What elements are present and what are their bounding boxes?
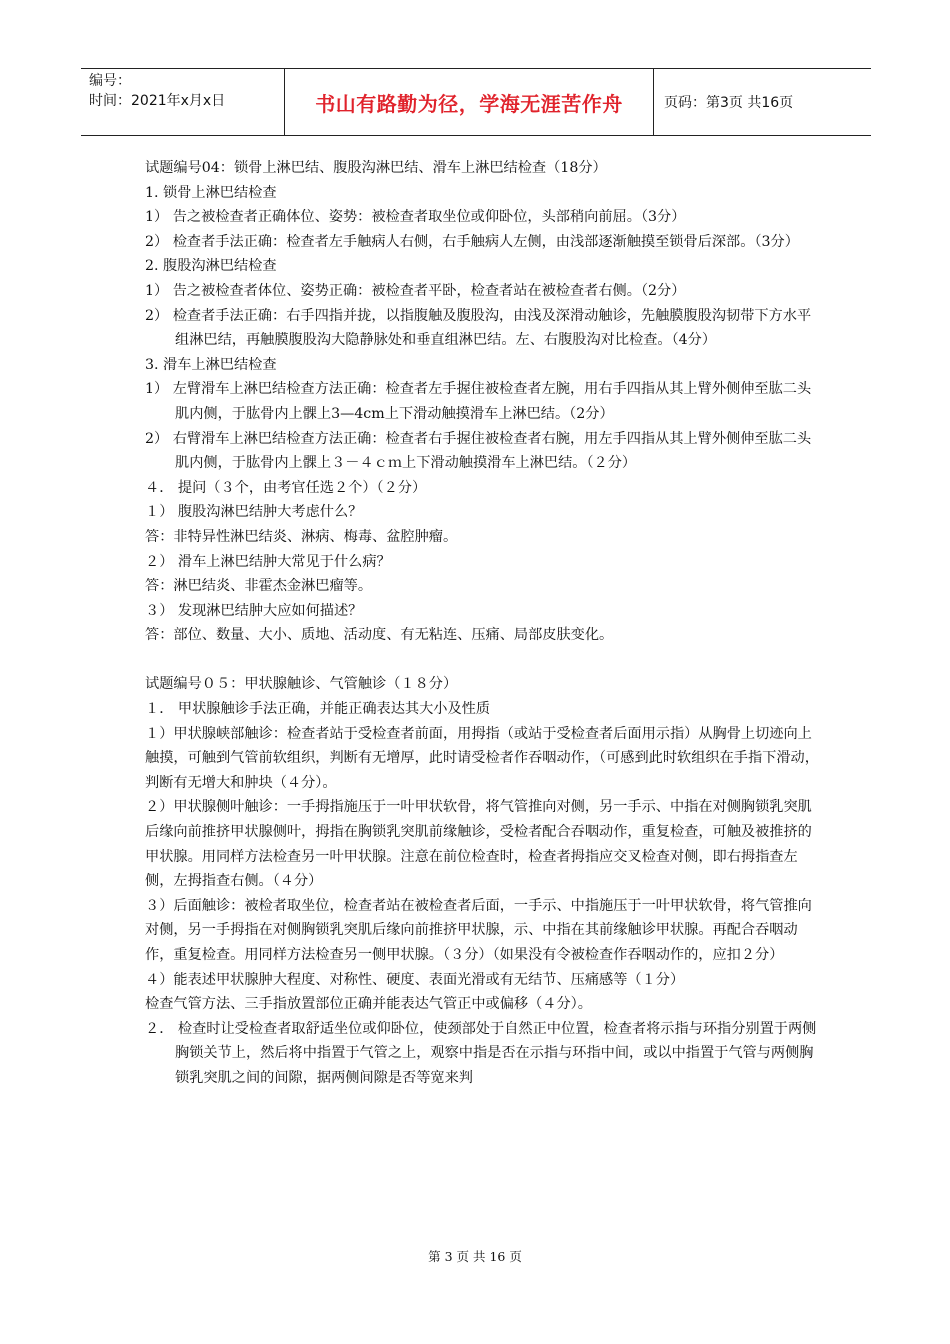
- text-paragraph: １． 甲状腺触诊手法正确，并能正确表达其大小及性质: [145, 701, 491, 718]
- text-paragraph: ２）甲状腺侧叶触诊：一手拇指施压于一叶甲状软骨，将气管推向对侧，另一手示、中指在对侧胸锁乳突肌后缘向前推挤甲状腺侧叶，拇指在胸锁乳突肌前缘触诊，受检者配合吞咽动作，重复检查，可触及被推挤的甲状腺。用同样方法检查另一叶甲状腺。注意在前位检查时，检查者拇指应交叉检查对侧，即右拇指查左侧，左拇指查右侧。（４分）: [145, 799, 812, 890]
- text-paragraph: ３） 发现淋巴结肿大应如何描述？: [145, 602, 363, 619]
- header-page-number: 页码：第3页 共16页: [664, 95, 794, 111]
- text-paragraph: 1. 锁骨上淋巴结检查: [145, 184, 277, 201]
- header-motto: 书山有路勤为径，学海无涯苦作舟: [315, 91, 623, 116]
- document-time-label: 时间：2021年x月x日: [89, 93, 226, 109]
- text-paragraph: 答：淋巴结炎、非霍杰金淋巴瘤等。: [145, 578, 373, 595]
- paragraph-gap: [145, 648, 825, 673]
- text-paragraph: 试题编号０５：甲状腺触诊、气管触诊（１８分）: [145, 676, 458, 693]
- text-paragraph: ２） 滑车上淋巴结肿大常见于什么病？: [145, 553, 391, 570]
- text-paragraph: ３）后面触诊：被检者取坐位，检查者站在被检查者后面，一手示、中指施压于一叶甲状软骨，将气管推向对侧，另一手拇指在对侧胸锁乳突肌后缘向前推挤甲状腺，示、中指在其前缘触诊甲状腺。再配合吞咽动作，重复检查。用同样方法检查另一侧甲状腺。（３分）（如果没有令被检查作吞咽动作的，应扣２分）: [145, 897, 812, 963]
- text-paragraph: 2） 右臂滑车上淋巴结检查方法正确：检查者右手握住被检查者右腕，用左手四指从其上臂外侧伸至肱二头肌内侧，于肱骨内上髁上３－４ｃｍ上下滑动触摸滑车上淋巴结。（２分）: [145, 430, 812, 472]
- text-paragraph: 3. 滑车上淋巴结检查: [145, 356, 277, 373]
- page-footer: 第 3 页 共 16 页: [428, 1249, 522, 1264]
- text-paragraph: 2） 检查者手法正确：右手四指并拢，以指腹触及腹股沟，由浅及深滑动触诊，先触膜腹股沟韧带下方水平组淋巴结，再触膜腹股沟大隐静脉处和垂直组淋巴结。左、右腹股沟对比检查。（4分）: [145, 307, 812, 349]
- text-paragraph: １） 腹股沟淋巴结肿大考虑什么？: [145, 504, 363, 521]
- text-paragraph: 检查气管方法、三手指放置部位正确并能表达气管正中或偏移（４分）。: [145, 996, 592, 1013]
- header-meta: [81, 69, 284, 135]
- page-header: [81, 68, 871, 136]
- text-paragraph: 1） 左臂滑车上淋巴结检查方法正确：检查者左手握住被检查者左腕，用右手四指从其上臂外侧伸至肱二头肌内侧，于肱骨内上髁上3—4cm上下滑动触摸滑车上淋巴结。（2分）: [145, 381, 812, 422]
- text-paragraph: ２． 检查时让受检查者取舒适坐位或仰卧位，使颈部处于自然正中位置，检查者将示指与环指分别置于两侧胸锁关节上，然后将中指置于气管之上，观察中指是否在示指与环指中间，或以中指置于气管与两侧胸锁乳突肌之间的间隙，据两侧间隙是否等宽来判: [145, 1020, 817, 1086]
- document-body: [145, 156, 825, 1091]
- text-paragraph: 2） 检查者手法正确：检查者左手触病人右侧，右手触病人左侧，由浅部逐渐触摸至锁骨后深部。（3分）: [145, 233, 799, 250]
- header-page-cell: [654, 69, 871, 135]
- text-paragraph: 2. 腹股沟淋巴结检查: [145, 258, 277, 275]
- header-motto-cell: [284, 69, 654, 135]
- text-paragraph: 答：部位、数量、大小、质地、活动度、有无粘连、压痛、局部皮肤变化。: [145, 627, 614, 644]
- text-paragraph: 1） 告之被检查者正确体位、姿势：被检查者取坐位或仰卧位，头部稍向前屈。（3分）: [145, 209, 686, 226]
- text-paragraph: ４）能表述甲状腺肿大程度、对称性、硬度、表面光滑或有无结节、压痛感等（１分）: [145, 971, 685, 988]
- text-paragraph: 试题编号04：锁骨上淋巴结、腹股沟淋巴结、滑车上淋巴结检查（18分）: [145, 160, 607, 176]
- text-paragraph: ４． 提问（３个，由考官任选２个）（２分）: [145, 479, 427, 496]
- text-paragraph: 1） 告之被检查者体位、姿势正确：被检查者平卧，检查者站在被检查者右侧。（2分）: [145, 282, 686, 299]
- document-number-label: 编号：: [89, 73, 131, 89]
- text-paragraph: １）甲状腺峡部触诊：检查者站于受检查者前面，用拇指（或站于受检查者后面用示指）从胸骨上切迹向上触摸，可触到气管前软组织，判断有无增厚，此时请受检者作吞咽动作，（可感到此时软组织在手指下滑动，判断有无增大和肿块（４分）。: [145, 725, 819, 791]
- text-paragraph: 答：非特异性淋巴结炎、淋病、梅毒、盆腔肿瘤。: [145, 528, 458, 545]
